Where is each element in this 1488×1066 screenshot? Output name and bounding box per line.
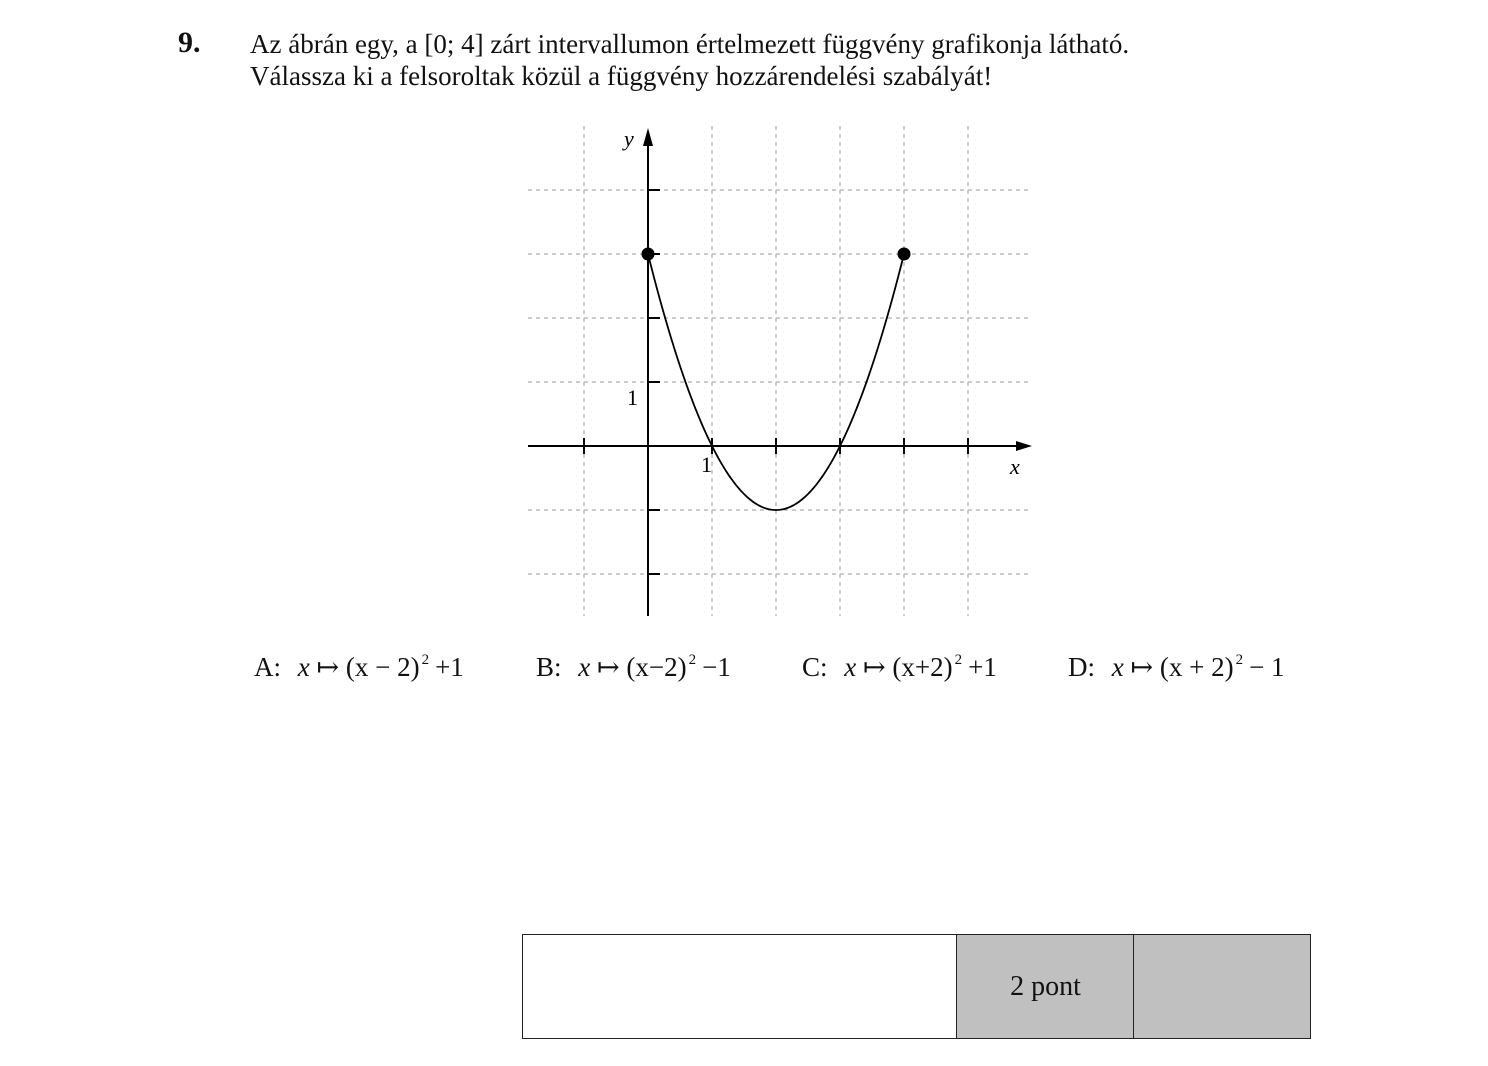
option-d: [1068, 652, 1285, 683]
option-a: [254, 652, 464, 683]
option-b-tail: −1: [702, 652, 731, 682]
option-d-letter: D:: [1068, 652, 1095, 682]
option-d-expr: (x + 2): [1159, 652, 1234, 682]
question-line-1: Az ábrán egy, a [0; 4] zárt intervallumon értelmezett függvény grafikonja látható.: [250, 29, 1130, 59]
option-b-letter: B:: [536, 652, 562, 682]
option-c-expr: (x+2): [892, 652, 953, 682]
option-a-exponent: 2: [421, 652, 430, 668]
endpoint-dot: [642, 248, 655, 261]
y-axis-arrow: [643, 128, 653, 146]
option-b-exponent: 2: [688, 652, 697, 668]
option-a-letter: A:: [254, 652, 281, 682]
y-tick-label-1: 1: [627, 385, 638, 410]
option-a-expr: (x − 2): [345, 652, 420, 682]
option-a-tail: +1: [435, 652, 464, 682]
option-c-exponent: 2: [954, 652, 963, 668]
points-label: 2 pont: [1010, 970, 1081, 1002]
x-axis-arrow: [1016, 441, 1032, 451]
option-a-prefix: x ↦: [297, 652, 340, 682]
option-b-prefix: x ↦: [578, 652, 620, 682]
option-d-prefix: x ↦: [1111, 652, 1154, 682]
answer-box[interactable]: [522, 934, 958, 1039]
grid: [528, 126, 1032, 616]
option-c: [802, 652, 997, 683]
option-c-letter: C:: [802, 652, 828, 682]
score-cell: [1133, 934, 1311, 1039]
x-tick-label-1: 1: [701, 452, 712, 477]
option-d-exponent: 2: [1235, 652, 1244, 668]
option-d-tail: − 1: [1249, 652, 1285, 682]
option-c-prefix: x ↦: [844, 652, 886, 682]
question-line-2: Válassza ki a felsoroltak közül a függvény hozzárendelési szabályát!: [250, 61, 993, 91]
option-c-tail: +1: [968, 652, 997, 682]
y-axis-label: y: [624, 126, 634, 151]
endpoint-dot: [898, 248, 911, 261]
points-cell: [956, 934, 1135, 1039]
x-axis-label: x: [1010, 454, 1020, 479]
option-b-expr: (x−2): [626, 652, 687, 682]
question-number: 9.: [178, 26, 201, 59]
axes: [528, 128, 1032, 616]
option-b: [536, 652, 731, 683]
